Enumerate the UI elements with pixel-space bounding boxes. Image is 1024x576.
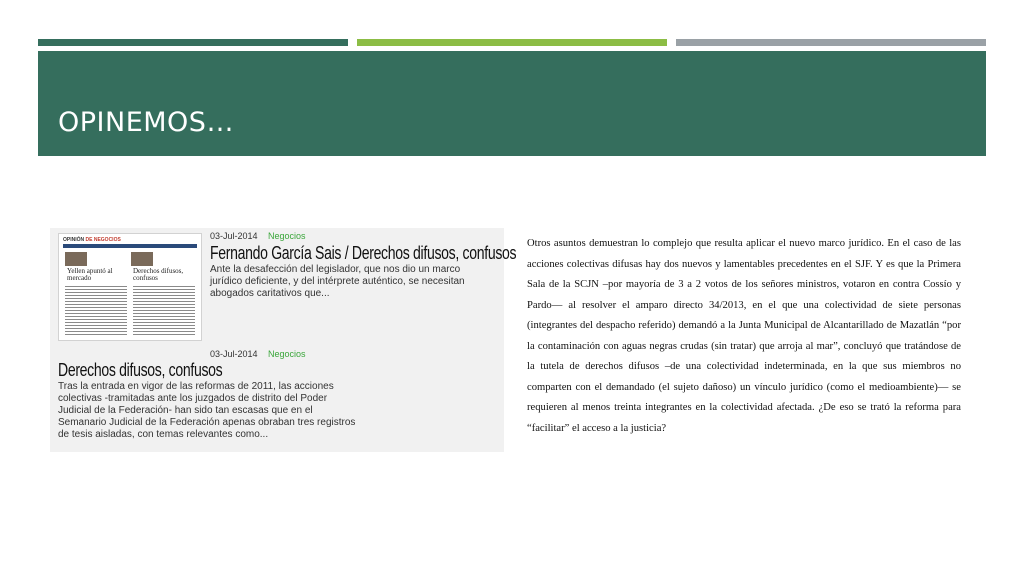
thumbnail-headline: Yellen apuntó al mercado	[67, 267, 113, 282]
article-text: Otros asuntos demuestran lo complejo que resulta aplicar el nuevo marco jurídico. En el caso de las acciones colectivas difusas hay dos nuevos y lamentables precedentes en el SJF. Y es que la Primera Sala de la SCJN –por mayoría de 3 a 2 votos de los señores ministros, votaron en contra Cossío y Pardo— al resolver el amparo directo 34/2013, en el que una colectividad de siete personas (integrantes del despacho referido) demandó a la Junta Municipal de Alcantarillado de Mazatlán “por la contaminación con aguas negras crudas (sin tratar) que arroja al mar”, concluyó que tratándose de la tutela de derechos difusos –de una colectividad indeterminada, en la que sus miembros no comparten con el demandado (el sujeto dañoso) un vínculo jurídico (como el medioambiente)— se requieren al menos treinta integrantes en la colectividad afectada. ¿De eso se trató la reforma para “facilitar” el acceso a la justicia?	[527, 238, 961, 434]
thumbnail-photo	[131, 252, 153, 266]
accent-bar-green	[357, 39, 667, 46]
slide-title: OPINEMOS…	[58, 107, 234, 138]
newspaper-thumbnail	[58, 233, 202, 341]
entry-headline: Fernando García Sais / Derechos difusos, confusos	[210, 243, 517, 263]
entry-category: Negocios	[268, 349, 306, 359]
thumbnail-strip	[63, 244, 197, 248]
thumbnail-text-column	[133, 286, 195, 336]
thumbnail-headline: Derechos difusos, confusos	[133, 267, 184, 282]
thumbnail-section-header: OPINIÓN DE NEGOCIOS	[63, 237, 121, 243]
thumbnail-photo	[65, 252, 87, 266]
title-band	[38, 51, 986, 156]
entry-headline: Derechos difusos, confusos	[58, 360, 223, 380]
entry-summary: Tras la entrada en vigor de las reformas de 2011, las acciones colectivas -tramitadas ante los juzgados de distrito del Poder Judicial de la Federación- han sido tan escasas que en el Semanario Judicial de la Federación apenas obraban tres registros de tesis aisladas, con temas relevantes como...	[58, 381, 356, 440]
entry-date: 03-Jul-2014	[210, 349, 258, 359]
entry-date: 03-Jul-2014	[210, 231, 258, 241]
thumbnail-text-column	[65, 286, 127, 336]
entry-summary: Ante la desafección del legislador, que nos dio un marco jurídico deficiente, y del intérprete auténtico, se necesitan abogados caritativos que...	[210, 264, 465, 299]
entry-category: Negocios	[268, 231, 306, 241]
accent-bar-gray	[676, 39, 986, 46]
accent-bar-dark	[38, 39, 348, 46]
